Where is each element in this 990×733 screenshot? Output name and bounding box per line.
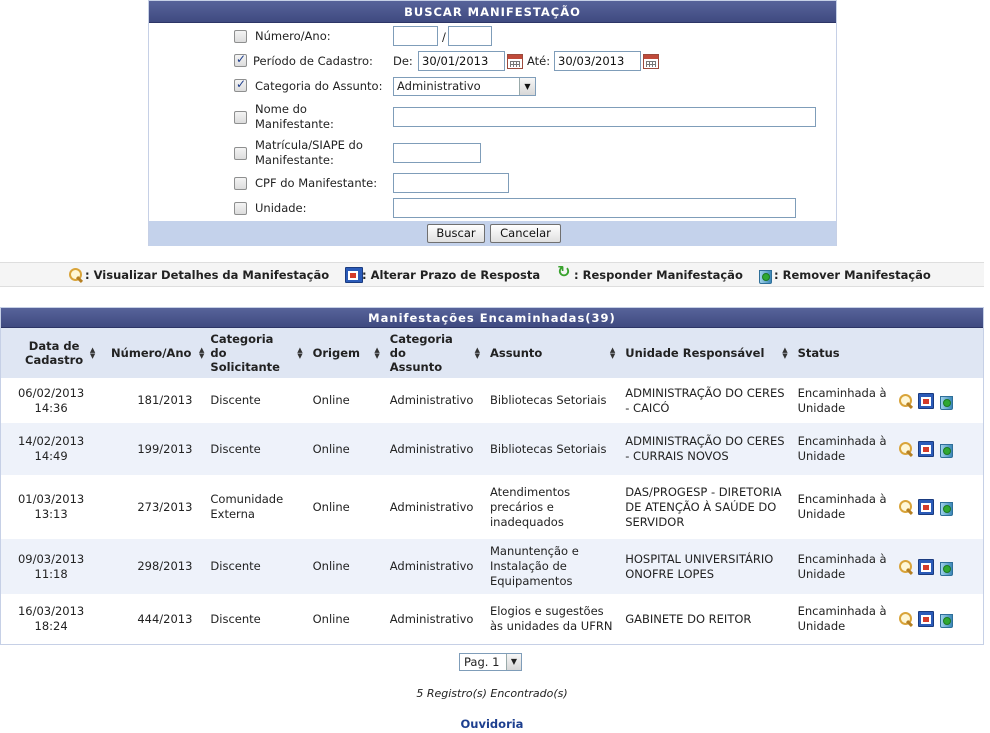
reply-arrow-icon xyxy=(557,267,575,283)
matricula-checkbox[interactable] xyxy=(234,147,247,160)
cell-numero-ano xyxy=(101,423,206,475)
magnifier-icon[interactable] xyxy=(898,559,914,575)
col-status[interactable] xyxy=(794,328,894,378)
chevron-down-icon: ▼ xyxy=(506,654,521,670)
cell-origem-text: Online xyxy=(312,393,350,407)
col-origem-label: Origem xyxy=(312,346,361,360)
cell-time: 11:18 xyxy=(34,566,68,581)
cell-categoria-solicitante xyxy=(206,539,308,594)
cell-origem-text: Online xyxy=(312,441,350,456)
cell-categoria-solicitante-text: Discente xyxy=(210,441,261,456)
magnifier-icon[interactable] xyxy=(898,393,914,409)
calendar-edit-icon[interactable] xyxy=(918,611,934,627)
cell-categoria-assunto xyxy=(386,423,486,475)
cancelar-button[interactable]: Cancelar xyxy=(490,224,561,243)
cell-unidade-text: ADMINISTRAÇÃO DO CERES - CAICÓ xyxy=(625,385,785,415)
cell-date: 16/03/2013 xyxy=(17,604,85,618)
cell-assunto xyxy=(486,539,621,594)
legend-remove-label: : Remover Manifestação xyxy=(774,268,931,282)
cell-categoria-assunto xyxy=(386,539,486,594)
cell-origem xyxy=(309,378,386,423)
cell-origem xyxy=(309,594,386,644)
cell-unidade-text: ADMINISTRAÇÃO DO CERES - CURRAIS NOVOS xyxy=(625,434,785,463)
cell-origem-text: Online xyxy=(312,611,350,626)
col-actions xyxy=(894,328,983,378)
calendar-edit-icon[interactable] xyxy=(918,441,934,457)
cell-categoria-solicitante xyxy=(206,475,308,539)
cell-origem-text: Online xyxy=(312,559,350,573)
cell-categoria-assunto xyxy=(386,475,486,539)
cell-numero-ano xyxy=(101,378,206,423)
cell-date: 14/02/2013 xyxy=(17,434,85,448)
col-categoria-assunto[interactable] xyxy=(386,328,486,378)
nome-label-line1: Nome do xyxy=(255,102,307,116)
cell-assunto-text: Bibliotecas Setoriais xyxy=(489,393,607,407)
calendar-edit-icon[interactable] xyxy=(918,393,934,409)
col-numero-label: Número/Ano xyxy=(111,346,192,360)
numero-ano-label: Número/Ano: xyxy=(255,29,331,43)
cell-status xyxy=(794,378,894,423)
data-inicio-input[interactable]: 30/01/2013 xyxy=(418,51,505,71)
cell-origem-text: Online xyxy=(312,499,350,514)
magnifier-icon xyxy=(68,267,86,283)
cell-categoria-solicitante-text: Discente xyxy=(210,559,261,573)
col-assunto-label: Assunto xyxy=(489,346,543,360)
sort-icon: ▲ ▼ xyxy=(374,346,380,360)
cell-status-text: Encaminhada à Unidade xyxy=(797,385,887,415)
legend-reply-label: : Responder Manifestação xyxy=(574,268,743,282)
categoria-checkbox[interactable] xyxy=(234,79,247,92)
cpf-label: CPF do Manifestante: xyxy=(255,176,378,190)
unidade-input[interactable] xyxy=(393,198,796,218)
numero-ano-separator: / xyxy=(442,30,446,44)
buscar-button[interactable]: Buscar xyxy=(427,224,485,243)
col-cat-assunto-label: Categoria do Assunto xyxy=(389,332,453,374)
col-data-cadastro[interactable] xyxy=(1,328,101,378)
sort-icon: ▲ ▼ xyxy=(199,346,205,360)
cell-status xyxy=(794,475,894,539)
cell-actions xyxy=(894,539,983,594)
cell-actions xyxy=(894,475,983,539)
cell-categoria-solicitante-text: Discente xyxy=(210,611,261,626)
col-status-label: Status xyxy=(797,346,840,360)
unidade-checkbox[interactable] xyxy=(234,202,247,215)
cell-numero-ano xyxy=(101,594,206,644)
categoria-select-value: Administrativo xyxy=(397,79,481,93)
cell-origem xyxy=(309,539,386,594)
cell-data-cadastro xyxy=(1,378,101,423)
cell-categoria-assunto-text: Administrativo xyxy=(389,441,474,456)
trash-icon[interactable] xyxy=(938,559,953,575)
trash-icon[interactable] xyxy=(938,441,953,457)
cell-numero-ano-text: 199/2013 xyxy=(137,441,193,456)
calendar-edit-icon[interactable] xyxy=(918,499,934,515)
categoria-select[interactable] xyxy=(393,77,536,96)
cell-categoria-solicitante xyxy=(206,594,308,644)
cell-status-text: Encaminhada à Unidade xyxy=(797,492,887,521)
cell-status-text: Encaminhada à Unidade xyxy=(797,434,887,463)
cell-assunto-text: Manuntenção e Instalação de Equipamentos xyxy=(489,544,579,588)
page-select-value: Pag. 1 xyxy=(464,655,500,669)
cell-status-text: Encaminhada à Unidade xyxy=(797,604,887,633)
legend-view-label: : Visualizar Detalhes da Manifestação xyxy=(85,268,330,282)
page-select[interactable] xyxy=(459,653,522,671)
cell-numero-ano xyxy=(101,539,206,594)
periodo-checkbox[interactable] xyxy=(234,54,247,67)
unidade-label: Unidade: xyxy=(255,201,307,215)
cell-origem xyxy=(309,423,386,475)
cell-unidade-text: GABINETE DO REITOR xyxy=(625,611,752,626)
cell-numero-ano xyxy=(101,475,206,539)
cell-categoria-assunto-text: Administrativo xyxy=(389,499,474,514)
col-origem[interactable] xyxy=(309,328,386,378)
cell-data-cadastro xyxy=(1,594,101,644)
results-table xyxy=(1,328,983,644)
cell-status-text: Encaminhada à Unidade xyxy=(797,551,887,581)
categoria-label: Categoria do Assunto: xyxy=(255,79,383,93)
trash-icon[interactable] xyxy=(938,611,953,627)
ate-label: Até: xyxy=(527,54,551,68)
data-fim-input[interactable]: 30/03/2013 xyxy=(554,51,641,71)
legend-deadline-label: : Alterar Prazo de Resposta xyxy=(362,268,541,282)
cell-categoria-assunto-text: Administrativo xyxy=(389,393,474,407)
table-header-row xyxy=(1,328,983,378)
records-found: 5 Registro(s) Encontrado(s) xyxy=(416,687,568,700)
cell-categoria-assunto xyxy=(386,378,486,423)
sort-icon: ▲ ▼ xyxy=(297,346,303,360)
search-form-title: BUSCAR MANIFESTAÇÃO xyxy=(149,1,836,23)
cell-data-cadastro xyxy=(1,475,101,539)
cpf-input[interactable] xyxy=(393,173,509,193)
cpf-checkbox[interactable] xyxy=(234,177,247,190)
nome-checkbox[interactable] xyxy=(234,111,247,124)
cell-unidade xyxy=(621,594,793,644)
cell-unidade xyxy=(621,539,793,594)
cell-assunto xyxy=(486,594,621,644)
cell-assunto-text: Atendimentos precários e inadequados xyxy=(489,484,571,529)
chevron-down-icon: ▼ xyxy=(519,78,535,95)
calendar-icon[interactable] xyxy=(507,54,523,69)
table-row xyxy=(1,378,983,423)
table-row xyxy=(1,594,983,644)
cell-numero-ano-text: 181/2013 xyxy=(137,393,193,407)
nome-input[interactable] xyxy=(393,107,816,127)
col-unidade-label: Unidade Responsável xyxy=(625,346,765,360)
cell-numero-ano-text: 273/2013 xyxy=(137,499,193,514)
cell-categoria-assunto-text: Administrativo xyxy=(389,559,474,573)
magnifier-icon[interactable] xyxy=(898,611,914,627)
cell-numero-ano-text: 298/2013 xyxy=(137,559,193,573)
cell-assunto xyxy=(486,475,621,539)
cell-assunto-text: Elogios e sugestões às unidades da UFRN xyxy=(489,604,613,633)
cell-unidade-text: HOSPITAL UNIVERSITÁRIO ONOFRE LOPES xyxy=(625,551,774,581)
cell-status xyxy=(794,594,894,644)
cell-time: 14:36 xyxy=(34,400,68,415)
cell-time: 18:24 xyxy=(34,619,68,633)
col-cat-solicitante-label: Categoria do Solicitante xyxy=(210,332,280,374)
table-row xyxy=(1,475,983,539)
numero-input[interactable] xyxy=(393,26,438,46)
col-categoria-solicitante[interactable] xyxy=(206,328,308,378)
periodo-label: Período de Cadastro: xyxy=(253,54,373,68)
matricula-input[interactable] xyxy=(393,143,481,163)
cell-numero-ano-text: 444/2013 xyxy=(137,611,193,626)
cell-time: 14:49 xyxy=(34,449,68,463)
cell-status xyxy=(794,539,894,594)
matricula-label-line2: Manifestante: xyxy=(255,153,334,167)
trash-icon[interactable] xyxy=(938,499,953,515)
cell-origem xyxy=(309,475,386,539)
cell-status xyxy=(794,423,894,475)
cell-date: 01/03/2013 xyxy=(17,492,85,506)
nome-label-line2: Manifestante: xyxy=(255,117,334,131)
cell-data-cadastro xyxy=(1,539,101,594)
results-panel xyxy=(0,307,984,645)
cell-unidade xyxy=(621,423,793,475)
numero-ano-checkbox[interactable] xyxy=(234,30,247,43)
cell-categoria-solicitante-text: Comunidade Externa xyxy=(210,492,284,521)
calendar-icon[interactable] xyxy=(643,54,659,69)
calendar-edit-icon[interactable] xyxy=(918,559,934,575)
sort-icon: ▲ ▼ xyxy=(782,346,788,360)
results-title: Manifestações Encaminhadas(39) xyxy=(1,308,983,328)
ano-input[interactable] xyxy=(448,26,492,46)
cell-categoria-solicitante-text: Discente xyxy=(210,393,261,407)
trash-icon xyxy=(757,267,775,283)
matricula-label-line1: Matrícula/SIAPE do xyxy=(255,138,363,152)
col-numero-ano[interactable] xyxy=(101,328,206,378)
ouvidoria-link[interactable]: Ouvidoria xyxy=(460,717,524,731)
col-unidade[interactable] xyxy=(621,328,793,378)
cell-date: 06/02/2013 xyxy=(17,385,85,400)
trash-icon[interactable] xyxy=(938,393,953,409)
actions-legend xyxy=(0,262,984,287)
cell-categoria-solicitante xyxy=(206,378,308,423)
cell-unidade-text: DAS/PROGESP - DIRETORIA DE ATENÇÃO À SAÚDE DO SERVIDOR xyxy=(625,484,782,529)
cell-unidade xyxy=(621,475,793,539)
cell-assunto-text: Bibliotecas Setoriais xyxy=(489,441,607,456)
magnifier-icon[interactable] xyxy=(898,441,914,457)
search-form xyxy=(148,0,837,246)
sort-icon: ▲ ▼ xyxy=(474,346,480,360)
cell-categoria-assunto xyxy=(386,594,486,644)
cell-time: 13:13 xyxy=(34,507,68,521)
calendar-edit-icon xyxy=(345,267,363,283)
de-label: De: xyxy=(393,54,413,68)
cell-actions xyxy=(894,423,983,475)
col-assunto[interactable] xyxy=(486,328,621,378)
cell-assunto xyxy=(486,423,621,475)
cell-categoria-assunto-text: Administrativo xyxy=(389,611,474,626)
cell-data-cadastro xyxy=(1,423,101,475)
cell-date: 09/03/2013 xyxy=(17,551,85,566)
table-row xyxy=(1,539,983,594)
sort-icon: ▲ ▼ xyxy=(89,346,96,360)
cell-actions xyxy=(894,594,983,644)
cell-assunto xyxy=(486,378,621,423)
magnifier-icon[interactable] xyxy=(898,499,914,515)
table-row xyxy=(1,423,983,475)
cell-unidade xyxy=(621,378,793,423)
cell-categoria-solicitante xyxy=(206,423,308,475)
form-footer xyxy=(149,221,836,246)
cell-actions xyxy=(894,378,983,423)
col-data-label: Data de Cadastro xyxy=(25,339,84,367)
sort-icon: ▲ ▼ xyxy=(609,346,616,360)
